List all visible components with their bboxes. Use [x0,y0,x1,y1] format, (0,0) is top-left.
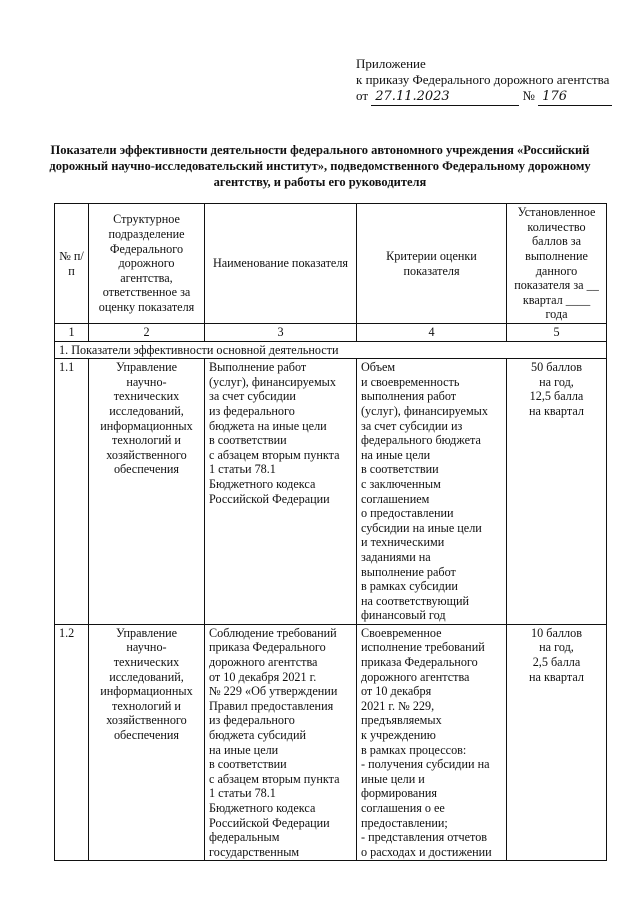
row-criteria: Объем и своевременность выполнения работ (услуг), финансируемых за счет субсидии из федерального бюджета на иные цели в соответствии с заключенным соглашением о предоставлении субсидии на иные цели и техническими заданиями на выполнение работ в рамках субсидии на соответствующий финансовый год [357,359,507,625]
section-title: 1. Показатели эффективности основной деятельности [55,341,607,359]
row-department: Управление научно- технических исследований, информационных технологий и хозяйственного обеспечения [89,624,205,861]
document-title: Показатели эффективности деятельности федерального автономного учреждения «Российский дорожный научно-исследовательский институт», подведомственного Федеральному дорожному агентству, и работы его руководителя [49,143,591,189]
appendix-block [356,56,612,106]
table-row [55,624,607,861]
indicators-table [54,203,607,861]
row-criteria: Своевременное исполнение требований приказа Федерального дорожного агентства от 10 декабря 2021 г. № 229, предъявляемых к учреждению в рамках процессов: - получения субсидии на иные цели и формирования соглашения о ее предоставлении; - представления отчетов о расходах и достижении [357,624,507,861]
header-department: Структурное подразделение Федерального дорожного агентства, ответственное за оценку показателя [89,204,205,324]
appendix-label: Приложение [356,56,426,71]
row-indicator: Выполнение работ (услуг), финансируемых за счет субсидии из федерального бюджета на иные цели в соответствии с абзацем вторым пункта 1 статьи 78.1 Бюджетного кодекса Российской Федерации [205,359,357,625]
row-indicator: Соблюдение требований приказа Федерального дорожного агентства от 10 декабря 2021 г. № 229 «Об утверждении Правил предоставления из федерального бюджета субсидий на иные цели в соответствии с абзацем вторым пункта 1 статьи 78.1 Бюджетного кодекса Российской Федерации федеральным государственным [205,624,357,861]
header-criteria: Критерии оценки показателя [357,204,507,324]
table-row [55,359,607,625]
column-number: 2 [89,324,205,342]
column-number: 4 [357,324,507,342]
header-indicator: Наименование показателя [205,204,357,324]
row-number: 1.2 [55,624,89,861]
row-points: 50 баллов на год, 12,5 балла на квартал [507,359,607,625]
row-number: 1.1 [55,359,89,625]
table-header-row [55,204,607,324]
column-number: 1 [55,324,89,342]
number-prefix: № [522,88,535,103]
appendix-order-reference: к приказу Федерального дорожного агентства [356,72,610,87]
section-row [55,341,607,359]
appendix-date-number-line [356,88,612,106]
row-department: Управление научно- технических исследований, информационных технологий и хозяйственного обеспечения [89,359,205,625]
order-number: 176 [538,89,612,106]
order-date: 27.11.2023 [371,89,519,106]
header-points: Установленное количество баллов за выполнение данного показателя за __ квартал ____ года [507,204,607,324]
column-numbers-row [55,324,607,342]
date-prefix: от [356,88,369,103]
column-number: 5 [507,324,607,342]
row-points: 10 баллов на год, 2,5 балла на квартал [507,624,607,861]
column-number: 3 [205,324,357,342]
header-number: № п/п [55,204,89,324]
